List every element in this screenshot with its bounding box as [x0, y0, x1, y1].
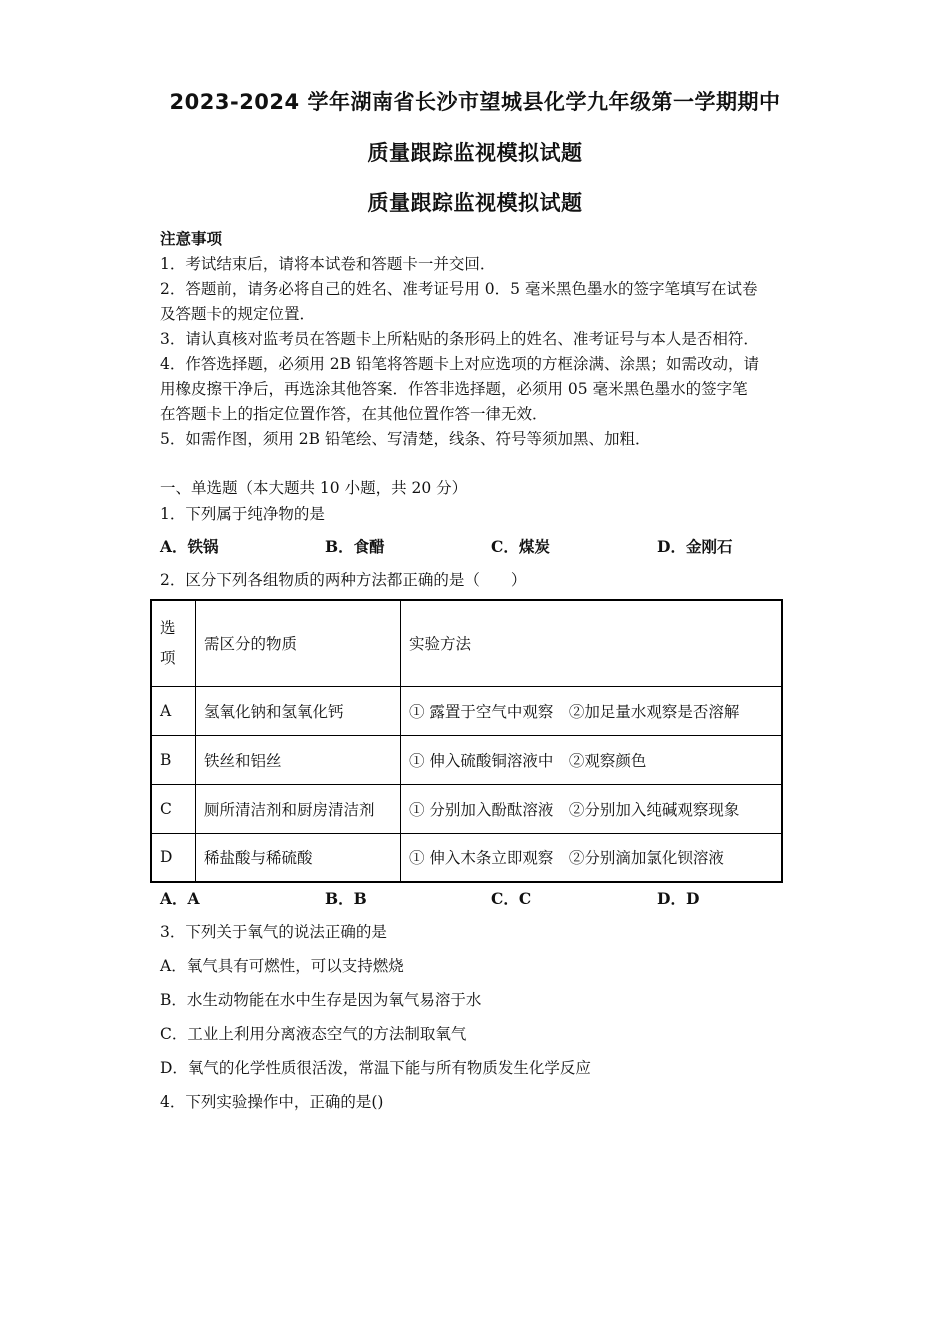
q3-option-c: C．工业上利用分离液态空气的方法制取氧气 — [160, 1025, 467, 1043]
table-row — [151, 686, 782, 735]
q2-option-c: C．C — [491, 889, 532, 908]
table-row — [151, 784, 782, 833]
cell-option: C — [151, 784, 196, 833]
cell-substance: 氢氧化钠和氢氧化钙 — [196, 686, 401, 735]
notice-line: 3．请认真核对监考员在答题卡上所粘贴的条形码上的姓名、准考证号与本人是否相符． — [160, 330, 759, 348]
question-2-stem: 2．区分下列各组物质的两种方法都正确的是（ ） — [160, 571, 527, 589]
q1-option-a: A．铁锅 — [160, 537, 219, 556]
cell-option: A — [151, 686, 196, 735]
header-cell-method: 实验方法 — [401, 600, 783, 686]
question-3-stem: 3．下列关于氧气的说法正确的是 — [160, 923, 387, 941]
notice-line: 5．如需作图，须用 2B 铅笔绘、写清楚，线条、符号等须加黑、加粗． — [160, 430, 651, 448]
q3-option-a: A．氧气具有可燃性，可以支持燃烧 — [160, 957, 404, 975]
q1-option-c: C．煤炭 — [491, 537, 550, 556]
cell-method: ① 伸入硫酸铜溶液中 ②观察颜色 — [401, 735, 783, 784]
q2-option-b: B．B — [325, 889, 367, 908]
table-header-row — [151, 600, 782, 686]
table-row — [151, 833, 782, 882]
table-row — [151, 735, 782, 784]
header-option-char-2: 项 — [160, 649, 176, 668]
notice-line: 4．作答选择题，必须用 2B 铅笔将答题卡上对应选项的方框涂满、涂黑；如需改动，请 — [160, 355, 759, 373]
title-line-1: 2023-2024 学年湖南省长沙市望城县化学九年级第一学期期中 — [169, 90, 781, 114]
cell-option: B — [151, 735, 196, 784]
question-4-stem: 4．下列实验操作中，正确的是() — [160, 1093, 384, 1111]
header-cell-option — [151, 600, 196, 686]
q2-option-a: A．A — [160, 889, 200, 908]
cell-substance: 铁丝和铝丝 — [196, 735, 401, 784]
q1-option-d: D．金刚石 — [657, 537, 733, 556]
notice-line: 用橡皮擦干净后，再选涂其他答案．作答非选择题，必须用 05 毫米黑色墨水的签字笔 — [160, 380, 748, 398]
cell-option: D — [151, 833, 196, 882]
cell-substance: 稀盐酸与稀硫酸 — [196, 833, 401, 882]
cell-method: ① 伸入木条立即观察 ②分别滴加氯化钡溶液 — [401, 833, 783, 882]
notice-heading: 注意事项 — [160, 229, 223, 248]
title-line-3: 质量跟踪监视模拟试题 — [367, 191, 583, 215]
header-option-char-1: 选 — [160, 619, 176, 638]
notice-line: 2．答题前，请务必将自己的姓名、准考证号用 0．5 毫米黑色墨水的签字笔填写在试卷 — [160, 280, 758, 298]
notice-line: 及答题卡的规定位置． — [160, 305, 316, 323]
cell-substance: 厕所清洁剂和厨房清洁剂 — [196, 784, 401, 833]
q2-option-d: D．D — [657, 889, 700, 908]
cell-method: ① 露置于空气中观察 ②加足量水观察是否溶解 — [401, 686, 783, 735]
title-line-2: 质量跟踪监视模拟试题 — [367, 141, 583, 165]
question-1-stem: 1．下列属于纯净物的是 — [160, 505, 325, 523]
q2-table — [150, 599, 783, 883]
notice-line: 在答题卡上的指定位置作答，在其他位置作答一律无效． — [160, 405, 548, 423]
q1-option-b: B．食醋 — [325, 537, 385, 556]
notice-line: 1．考试结束后，请将本试卷和答题卡一并交回． — [160, 255, 496, 273]
cell-method: ① 分别加入酚酞溶液 ②分别加入纯碱观察现象 — [401, 784, 783, 833]
q3-option-b: B．水生动物能在水中生存是因为氧气易溶于水 — [160, 991, 482, 1009]
section-heading: 一、单选题（本大题共 10 小题，共 20 分） — [160, 479, 468, 497]
header-cell-substance: 需区分的物质 — [196, 600, 401, 686]
q3-option-d: D．氧气的化学性质很活泼，常温下能与所有物质发生化学反应 — [160, 1059, 591, 1077]
